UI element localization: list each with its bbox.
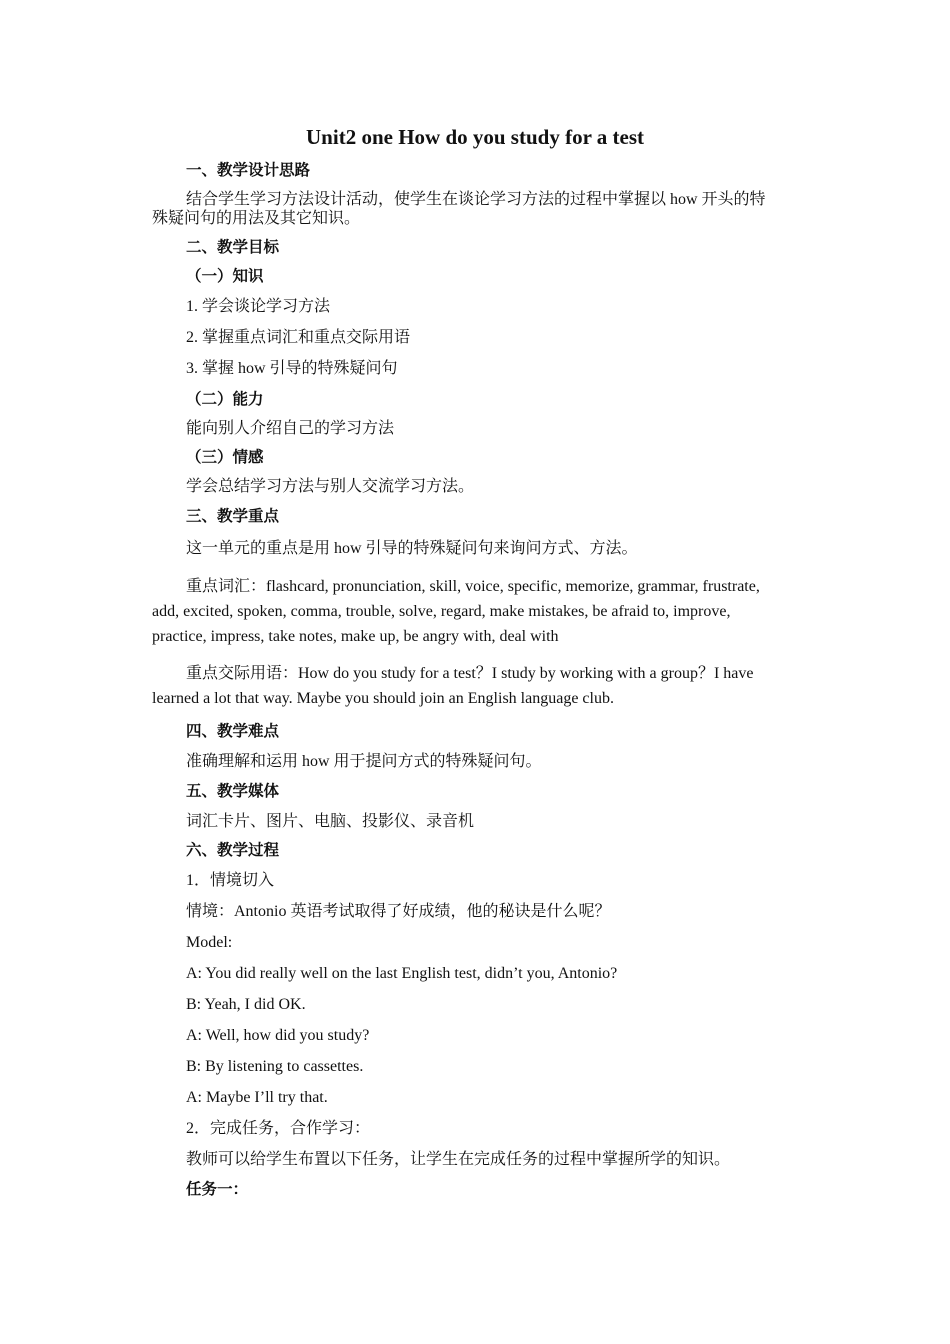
dialogue-line: A: Well, how did you study? xyxy=(186,1027,370,1044)
heading-difficulties: 四、教学难点 xyxy=(186,722,280,740)
list-item: 3. 掌握 how 引导的特殊疑问句 xyxy=(186,360,398,377)
paragraph-line: 词汇卡片、图片、电脑、投影仪、录音机 xyxy=(186,813,475,830)
heading-process: 六、教学过程 xyxy=(186,841,280,859)
paragraph-line: 重点交际用语：How do you study for a test？I study by working with a group？I have xyxy=(186,665,754,682)
heading-media: 五、教学媒体 xyxy=(186,782,280,800)
list-item: 1. 学会谈论学习方法 xyxy=(186,298,331,315)
paragraph-line: add, excited, spoken, comma, trouble, solve, regard, make mistakes, be afraid to, improve, xyxy=(152,603,731,620)
heading-objectives: 二、教学目标 xyxy=(186,238,280,256)
paragraph-line: 情境：Antonio 英语考试取得了好成绩，他的秘诀是什么呢？ xyxy=(186,903,611,920)
paragraph-line: 1．情境切入 xyxy=(186,872,275,889)
paragraph-line: practice, impress, take notes, make up, be angry with, deal with xyxy=(152,628,559,645)
paragraph-line: learned a lot that way. Maybe you should join an English language club. xyxy=(152,690,614,707)
paragraph-line: 结合学生学习方法设计活动，使学生在谈论学习方法的过程中掌握以 how 开头的特 xyxy=(186,191,766,208)
paragraph-line: 准确理解和运用 how 用于提问方式的特殊疑问句。 xyxy=(186,753,542,770)
paragraph-line: Model: xyxy=(186,934,233,951)
subheading-knowledge: （一）知识 xyxy=(186,267,264,285)
paragraph-line: 教师可以给学生布置以下任务，让学生在完成任务的过程中掌握所学的知识。 xyxy=(186,1151,731,1168)
paragraph-line: 殊疑问句的用法及其它知识。 xyxy=(152,210,361,227)
paragraph-line: 2．完成任务，合作学习： xyxy=(186,1120,371,1137)
paragraph-line: 重点词汇：flashcard, pronunciation, skill, voice, specific, memorize, grammar, frustrate, xyxy=(186,578,760,595)
paragraph-line: 能向别人介绍自己的学习方法 xyxy=(186,420,395,437)
dialogue-line: A: You did really well on the last English test, didn’t you, Antonio? xyxy=(186,965,618,982)
subheading-ability: （二）能力 xyxy=(186,390,264,408)
paragraph-line: 这一单元的重点是用 how 引导的特殊疑问句来询问方式、方法。 xyxy=(186,540,638,557)
paragraph-line: 学会总结学习方法与别人交流学习方法。 xyxy=(186,478,475,495)
list-item: 2. 掌握重点词汇和重点交际用语 xyxy=(186,329,411,346)
dialogue-line: B: By listening to cassettes. xyxy=(186,1058,364,1075)
document-title: Unit2 one How do you study for a test xyxy=(306,125,644,149)
dialogue-line: A: Maybe I’ll try that. xyxy=(186,1089,328,1106)
heading-design-idea: 一、教学设计思路 xyxy=(186,161,311,179)
subheading-emotion: （三）情感 xyxy=(186,448,264,466)
dialogue-line: B: Yeah, I did OK. xyxy=(186,996,306,1013)
task-heading: 任务一： xyxy=(186,1180,249,1198)
heading-key-points: 三、教学重点 xyxy=(186,507,280,525)
